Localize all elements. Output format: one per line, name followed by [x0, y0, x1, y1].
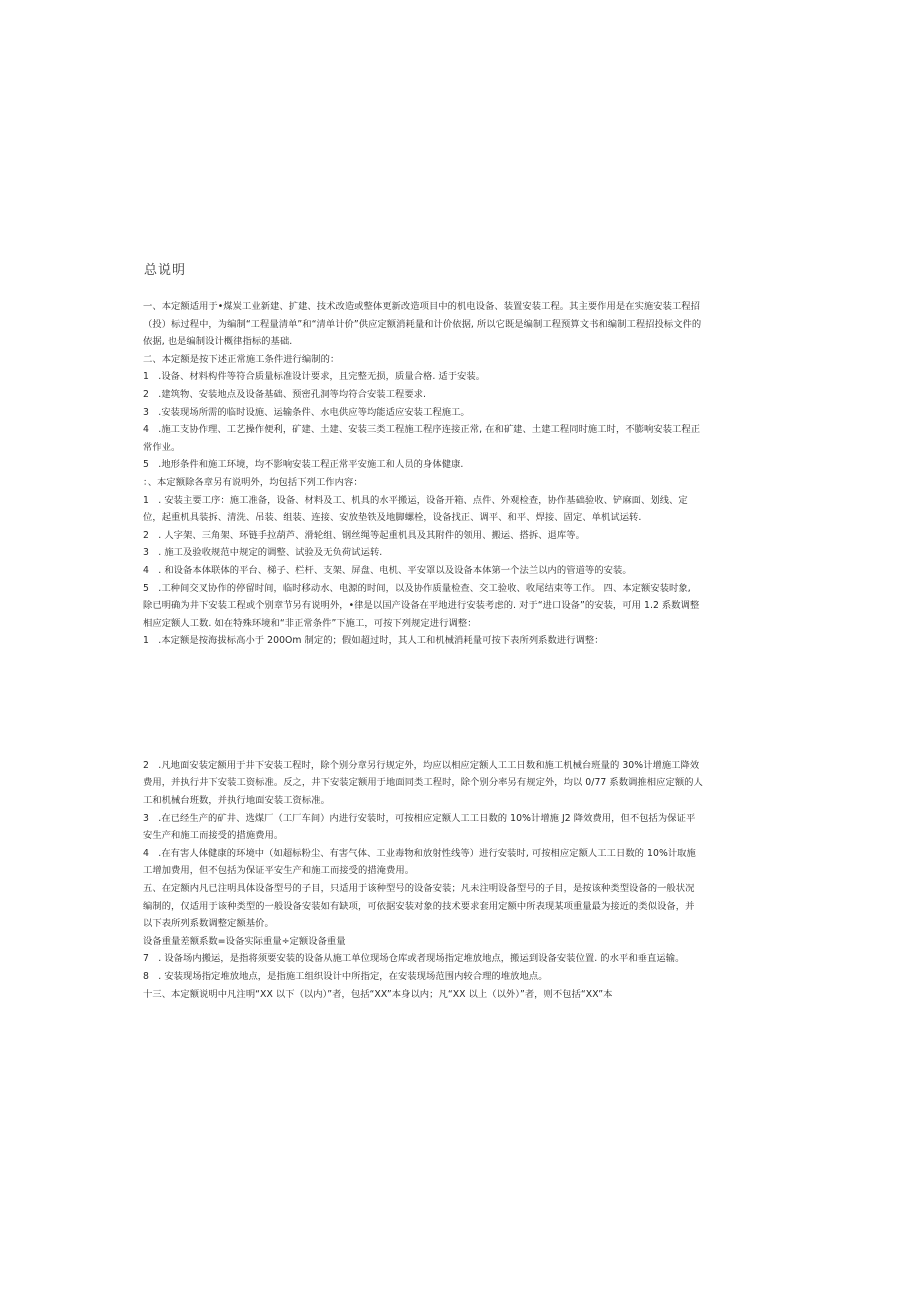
- paragraph: 4 .施工支协作理、工艺操作便利，矿建、土建、安装三类工程施工程序连接正常, 在和矿建、土建工程同时施工时，不膨响安装工程正常作业。: [143, 424, 701, 453]
- paragraph: 1 .设备、材料构件等符合质量标准设计要求，且完整无损，质量合格. 适于安装。: [143, 371, 486, 383]
- section-bottom: [143, 757, 703, 1003]
- paragraph: 设备重量差额系数=设备实际重量÷定额设备重量: [143, 935, 346, 947]
- paragraph: 2 .建筑物、安装地点及设备基础、预密孔洞等均符合安装工程要求.: [143, 388, 427, 400]
- paragraph: 7 . 设备场内搬运，是指将须要安装的设备从施工单位现场仓库或者现场指定堆放地点，搬运到设备安装位置. 的水平和垂直运输。: [143, 953, 685, 965]
- paragraph: 五、在定额内凡已注明具体设备型号的子目，只适用于该种型号的设备安装；凡未注明设备型号的子目，是按该种类型设备的一般状况编制的，仅适用于该种类型的一般设备安装如有缺项，可依据安装对象的技术要求套用定额中所表现某项重量最为接近的类似设备，并以下表所列系数调整定额基价。: [143, 883, 695, 930]
- blank-table-area: [143, 650, 703, 757]
- paragraph: ：、本定额除各章另有说明外，均包括下列工作内容：: [143, 476, 363, 488]
- paragraph: 二、本定额是按下述正常施工条件进行编制的：: [143, 353, 340, 365]
- document-body: [143, 262, 703, 1003]
- paragraph: 1 . 安装主要工序：施工准备，设备、材料及工、机具的水平搬运，设备开箱、点件、外观检查，协作基础验收、铲麻面、划线、定位，起重机具装拆、清洗、吊装、组装、连接、安放垫铁及地脚螺栓，设备找正、调平、和平、焊接、固定、单机试运转.: [143, 494, 688, 524]
- section-top: [143, 298, 703, 650]
- paragraph: 8 . 安装现场指定堆放地点，是指施工组织设计中所指定，在安装现场范围内较合理的堆放地点。: [143, 971, 548, 982]
- paragraph: 3 .在已经生产的矿井、选煤厂（工厂车间）内进行安装时，可按相应定额人工工日数的 10%计增施 J2 降效费用，但不包括为保证平安生产和施工而接受的措施费用。: [143, 812, 696, 842]
- paragraph: 4 .在有害人体健康的环境中（如超标粉尘、有害气体、工业毒物和放射性线等）进行安装时, 可按相应定额人工工日数的 10%计取施工增加费用，但不包括为保证平安生产和施工而接受的措淹费用。: [143, 847, 696, 877]
- paragraph: 2 . 人字架、三角架、环链手拉葫芦、滑轮组、钢丝绳等起重机具及其附件的领用、搬运、搭拆、退库等。: [143, 529, 585, 541]
- paragraph: 1 .本定额是按海拔标高小于 200Om 制定的；假如超过时，其人工和机械消耗量可按下表所列系数进行调整：: [143, 635, 604, 647]
- paragraph: 一、本定额适用于•煤炭工业新建、扩建、技术改造或整体更新改造项目中的机电设备、装置安装工程。其主要作用是在实施安装工程招（投）标过程中，为编制“工程量清单”和“清单计价”供应定额消耗量和计价依据, 所以它既是编制工程预算文书和编制工程招投标文件的依据, 也是编制设计概律指标的基础.: [143, 301, 702, 348]
- paragraph: 十三、本定额说明中凡注明“XX 以下（以内）”者，包括“XX”本身以内；凡“XX 以上（以外）”者，则不包括“XX”本: [143, 988, 613, 1000]
- paragraph: 2 .凡地面安装定额用于井下安装工程时，除个别分章另行规定外，均应以相应定额人工工日数和施工机械台班量的 30%计增施工降效费用，并执行井下安装工资标准。反之，井下安装定额用于地面同类工程时，除个别分率另有规定外，均以 0/77 系数调推相应定额的人工和机械台班数，并执行地面安装工资标准。: [143, 759, 703, 807]
- paragraph: 4 . 和设备本体联体的平台、梯子、栏杆、支架、屏盘、电机、平安罩以及设备本体第一个法兰以内的管道等的安装。: [143, 564, 632, 576]
- paragraph: 5 .工种间交叉协作的停留时间，临时移动水、电源的时间，以及协作质量检查、交工验收、收尾结束等工作。 四、本定额安装时象, 除已明确为井下安装工程或个别章节另有说明外，•律是以国产设备在平地进行安装考虑的. 对于“进口设备”的安装，可用 1.2 系数调整相应定额人工数. 如在特殊环境和“非正常条件”下施工，可按下列规定进行调整：: [143, 582, 700, 629]
- paragraph: 5 .地形条件和施工环境，均不影响安装工程正常平安施工和人员的身体健康.: [143, 459, 464, 471]
- paragraph: 3 .安装现场所需的临时设施、运输条件、水电供应等均能适应安装工程施工。: [143, 406, 470, 418]
- page-title: 总说明: [144, 263, 187, 278]
- paragraph: 3 . 施工及验收规范中规定的调整、试验及无负荷试运转.: [143, 547, 383, 559]
